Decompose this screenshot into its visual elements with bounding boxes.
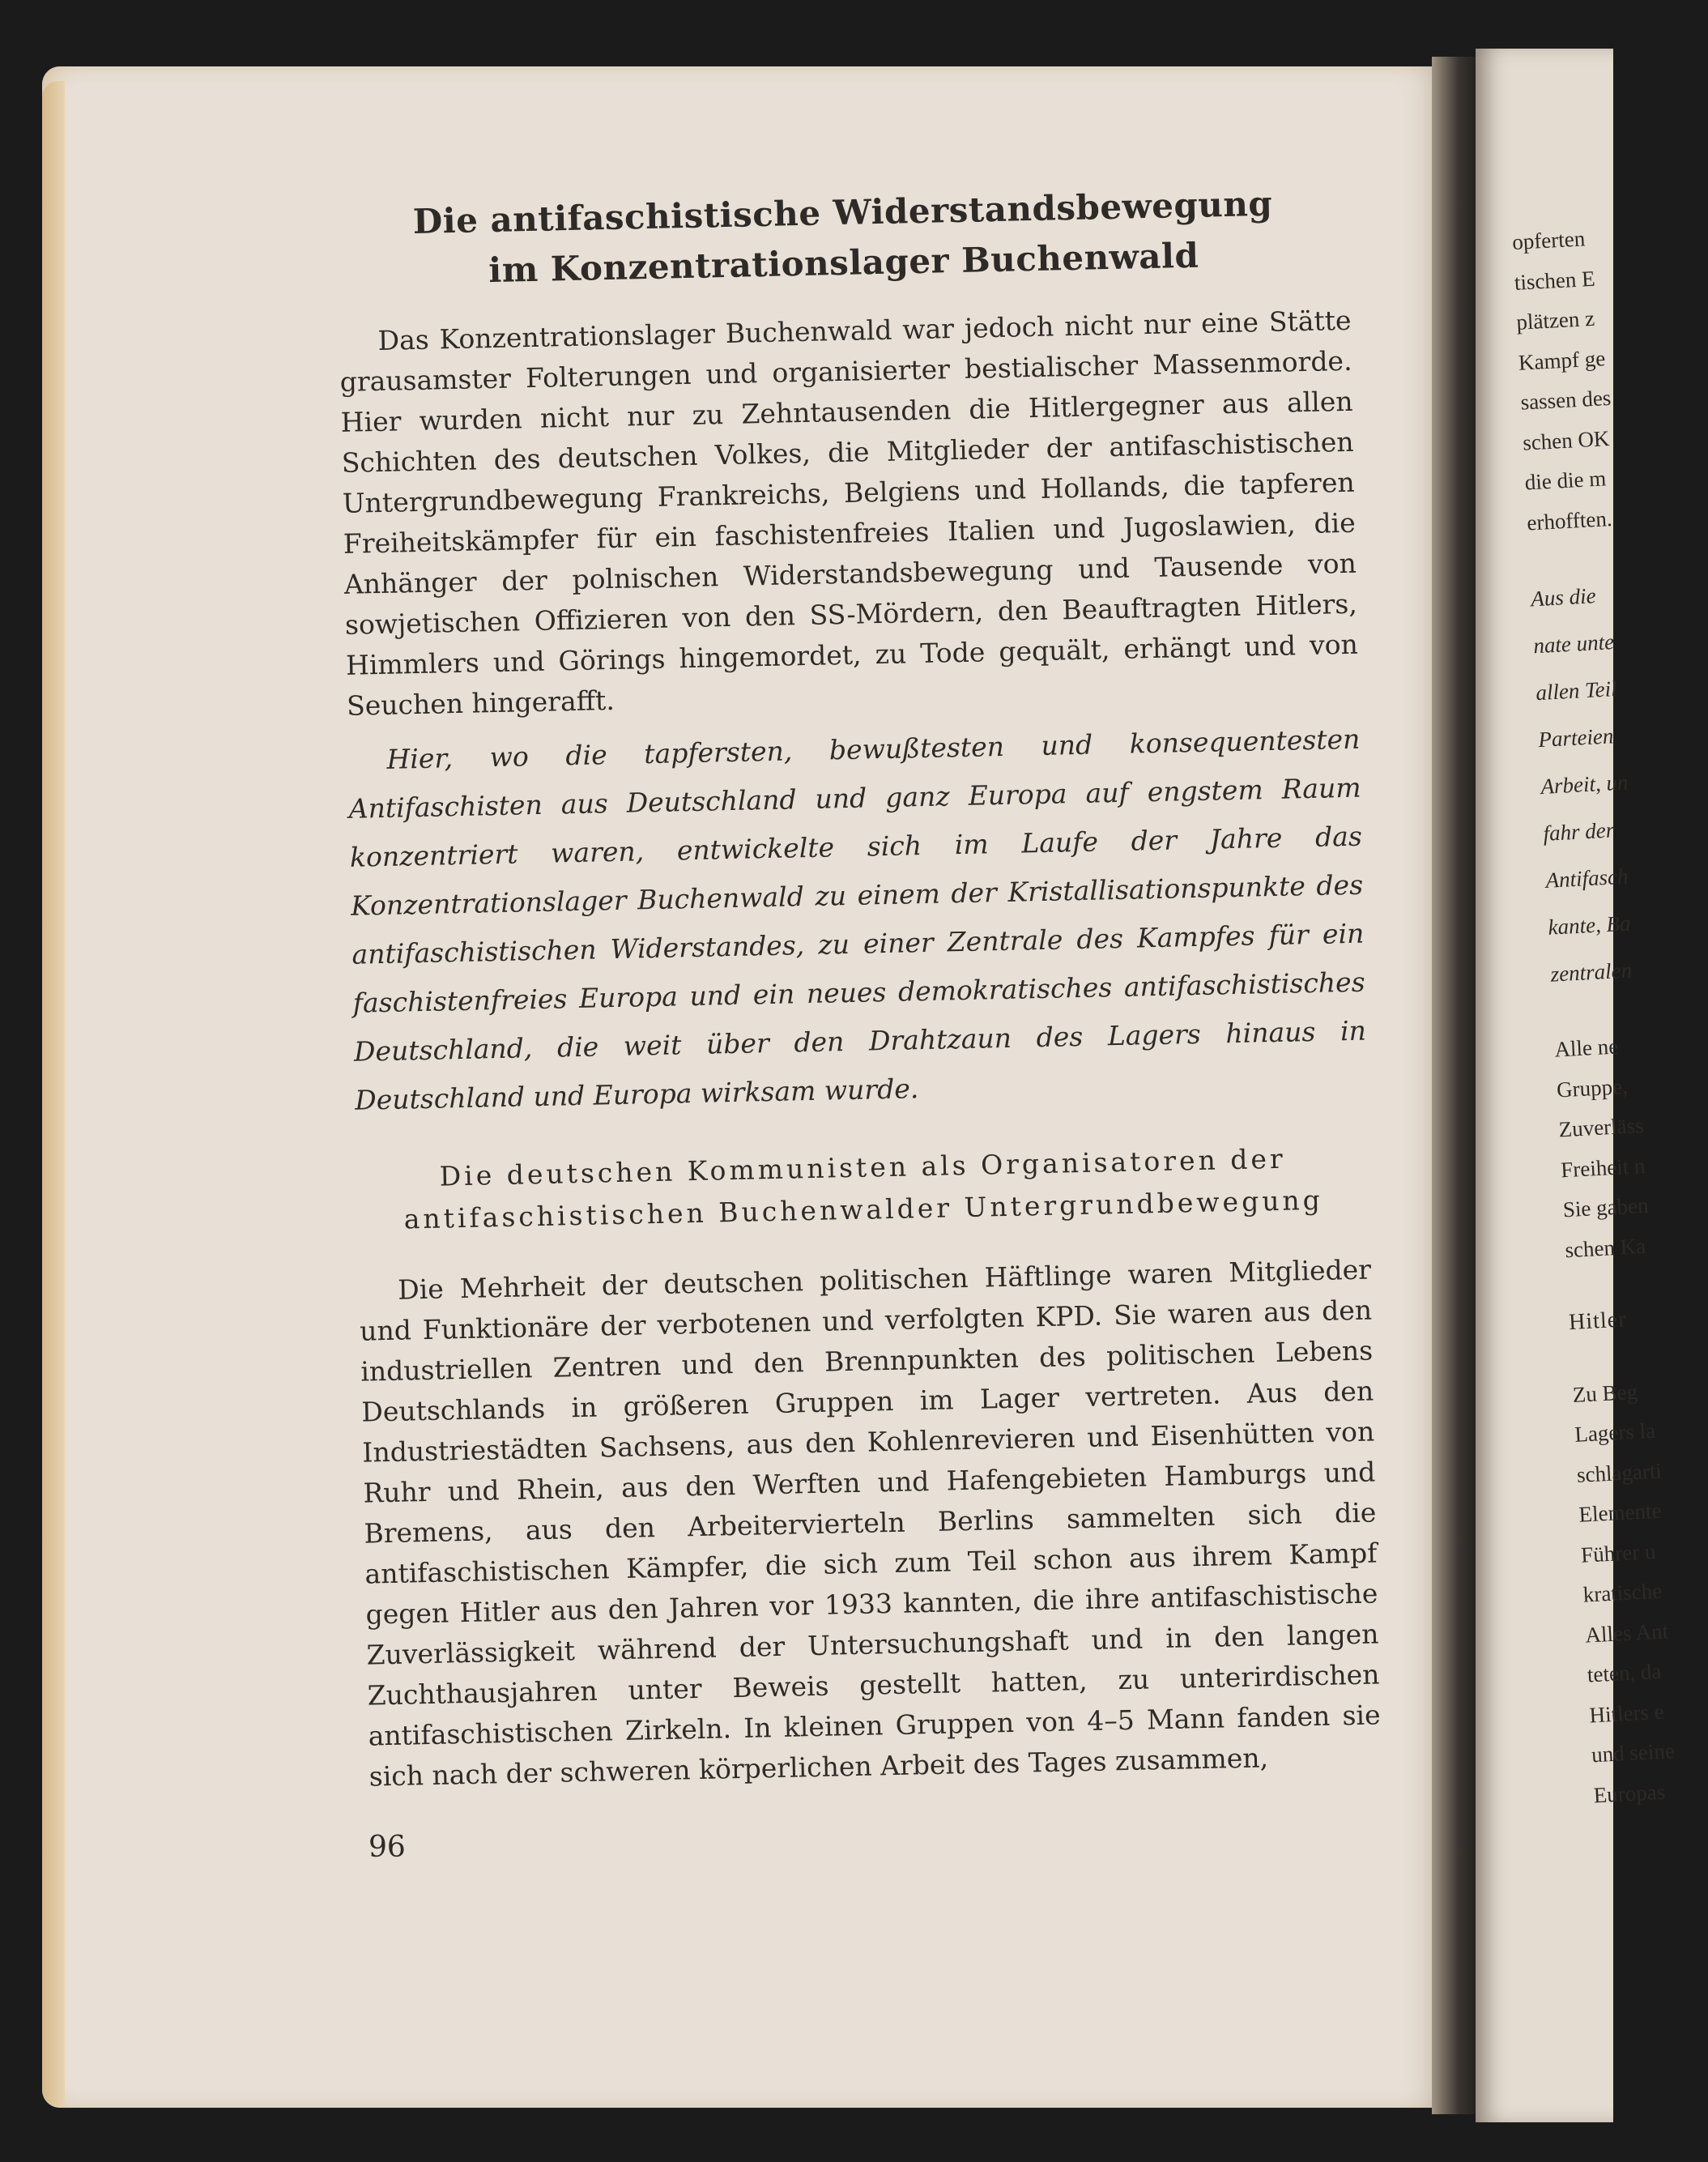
- right-page-line: Alle ne: [1553, 1034, 1619, 1062]
- paragraph-3: Die Mehrheit der deutschen politischen Häftlinge waren Mitglieder und Funktionäre der verbotenen und verfolgten KPD. Sie waren aus den industriellen Zentren und den Brennpunkten des politischen Lebens Deutschlands in größeren Gruppen im Lager vertreten. Aus den Industriestädten Sachsens, aus den Kohlenrevieren und Eisenhütten von Ruhr und Rhein, aus den Werften und Hafengebieten Hamburgs und Bremens, aus den Arbeitervierteln Berlins sammelten sich die antifaschistischen Kämpfer, die sich zum Teil schon aus ihrem Kampf gegen Hitler aus den Jahren vor 1933 kannten, die ihre antifaschistische Zuverlässigkeit während der Untersuchungshaft und in den langen Zuchthausjahren unter Beweis gestellt hatten, zu unterirdischen antifaschistischen Zirkeln. In kleinen Gruppen von 4–5 Mann fanden sie sich nach der schweren körperlichen Arbeit des Tages zusammen,: [359, 1253, 1381, 1793]
- paragraph-1: Das Konzentrationslager Buchenwald war jedoch nicht nur eine Stätte grausamster Folterungen und organisierter bestialischer Massenmorde. Hier wurden nicht nur zu Zehntausenden die Hitlergegner aus allen Schichten des deutschen Volkes, die Mitglieder der antifaschistischen Untergrundbewegung Frankreichs, Belgiens und Hollands, die tapferen Freiheitskämpfer für ein faschistenfreies Italien und Jugoslawien, die Anhänger der polnischen Widerstandsbewegung und Tausende von sowjetischen Offizieren von den SS-Mördern, den Beauftragten Hitlers, Himmlers und Görings hingemordet, zu Tode gequält, erhängt und von Seuchen hingerafft.: [339, 304, 1359, 722]
- title-line-2: im Konzentrationslager Buchenwald: [488, 235, 1199, 291]
- chapter-title: [336, 177, 1350, 299]
- subheading-line-1: Die deutschen Kommunisten als Organisatoren der: [439, 1142, 1287, 1192]
- section-subheading: [356, 1136, 1370, 1242]
- right-page-line: zentralen: [1549, 957, 1633, 987]
- right-page-line: Zu Beg: [1572, 1379, 1638, 1407]
- right-page-heading: Hitler: [1568, 1307, 1628, 1336]
- page-number: 96: [368, 1831, 406, 1864]
- right-page-line: schlagarti: [1576, 1457, 1663, 1487]
- subheading-line-2: antifaschistischen Buchenwalder Untergrundbewegung: [403, 1183, 1324, 1235]
- right-page-line: plätzen z: [1515, 305, 1595, 335]
- right-page-line: Arbeit, un: [1540, 770, 1629, 800]
- right-page-line: Freiheit n: [1560, 1153, 1646, 1182]
- right-page-line: erhofften.: [1526, 505, 1613, 535]
- right-book-page: [1476, 49, 1676, 2122]
- right-page-line: Alles Ant: [1584, 1618, 1669, 1648]
- right-page-line: Parteien: [1537, 723, 1615, 753]
- right-page-line: kratische: [1582, 1578, 1663, 1607]
- right-page-line: schen Ka: [1564, 1233, 1646, 1262]
- right-page-line: schen OK: [1522, 425, 1611, 455]
- right-page-line: allen Teil: [1535, 676, 1618, 706]
- right-page-line: teten, da: [1587, 1658, 1663, 1687]
- right-page-line: Lagers la: [1574, 1418, 1656, 1447]
- right-page-text-fragments: [1511, 217, 1708, 1816]
- right-page-line: Kampf ge: [1518, 345, 1606, 375]
- right-page-line: die die m: [1524, 466, 1607, 495]
- right-page-line: Aus die: [1530, 583, 1597, 612]
- right-page-line: Zuverläss: [1557, 1112, 1645, 1142]
- right-page-line: Sie gaben: [1562, 1192, 1650, 1222]
- right-page-line: Hitlers e: [1588, 1699, 1665, 1727]
- right-page-line: opferten: [1511, 226, 1586, 254]
- title-line-1: Die antifaschistische Widerstandsbewegung: [412, 183, 1273, 242]
- right-page-line: nate unte: [1532, 629, 1615, 659]
- book-gutter: [1432, 57, 1480, 2114]
- right-page-line: tischen E: [1514, 266, 1596, 295]
- right-page-line: Gruppe,: [1556, 1073, 1629, 1102]
- right-page-line: Antifasch: [1544, 864, 1629, 893]
- right-page-line: Elemente: [1578, 1498, 1663, 1527]
- page-edge-stack: [42, 81, 65, 2106]
- paragraph-2-italic: Hier, wo die tapfersten, bewußtesten und konsequentesten Antifaschisten aus Deutschland und ganz Europa auf engstem Raum konzentriert waren, entwickelte sich im Laufe der Jahre das Konzentrationslager Buchenwald zu einem der Kristallisationspunkte des antifaschistischen Widerstandes, zu einer Zentrale des Kampfes für ein faschistenfreies Europa und ein neues demokratisches antifaschistisches Deutschland, die weit über den Drahtzaun des Lagers hinaus in Deutschland und Europa wirksam wurde.: [348, 723, 1367, 1116]
- right-page-line: und seine: [1591, 1738, 1676, 1768]
- right-page-line: kante, Ba: [1547, 910, 1632, 940]
- left-page-content: [336, 177, 1382, 1797]
- right-page-line: Führer u: [1580, 1538, 1657, 1567]
- right-page-line: sassen des: [1519, 385, 1612, 415]
- right-page-line: Europas: [1592, 1779, 1666, 1807]
- right-page-line: fahr der: [1542, 817, 1615, 846]
